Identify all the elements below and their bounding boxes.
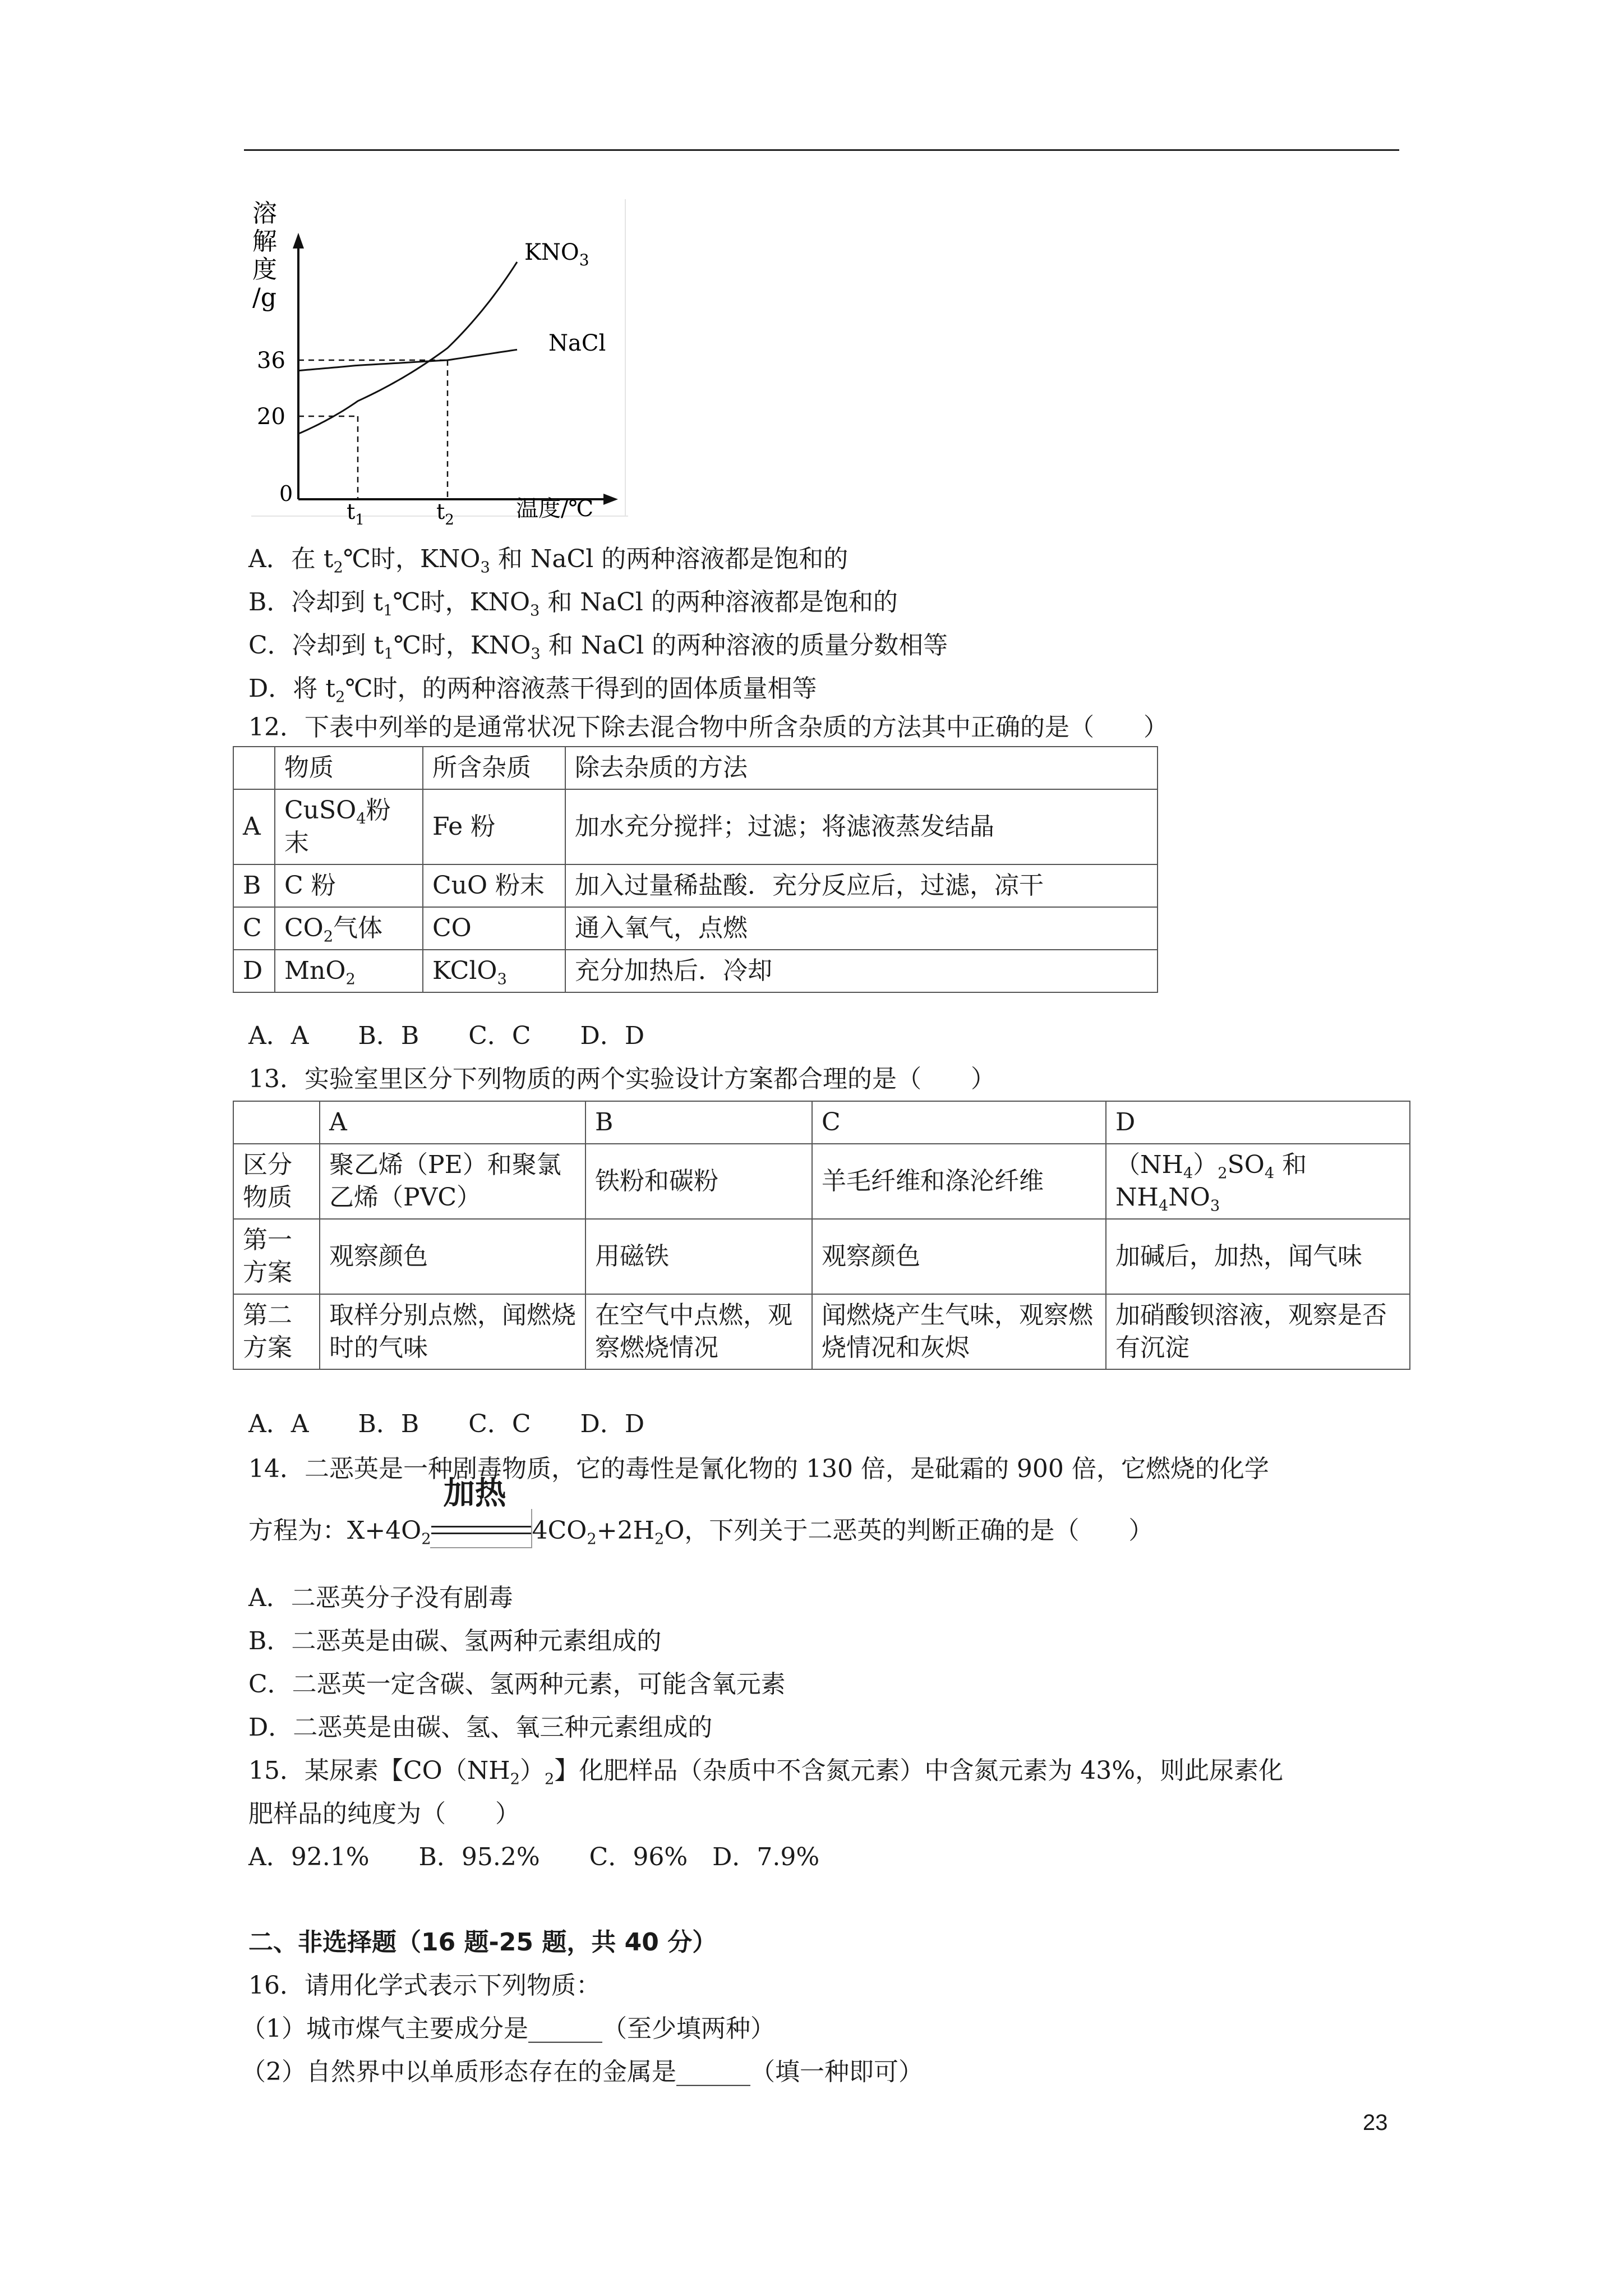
table-row	[233, 747, 1158, 789]
subscript: 2	[544, 1770, 555, 1788]
reaction-condition: 加热	[443, 1475, 506, 1512]
subscript: 2	[587, 1530, 597, 1548]
table-cell: 第一方案	[233, 1219, 320, 1294]
subscript: 2	[421, 1530, 431, 1548]
cell-text: ）	[1193, 1151, 1218, 1179]
q12-stem: 12．下表中列举的是通常状况下除去混合物中所含杂质的方法其中正确的是（ ）	[248, 713, 1168, 742]
q11-option	[248, 586, 898, 619]
q14-option-a: A．二恶英分子没有剧毒	[248, 1584, 513, 1612]
eq-text: O，下列关于二恶英的判断正确的是（ ）	[664, 1516, 1154, 1545]
table-cell	[1106, 1144, 1410, 1219]
q16-stem: 16．请用化学式表示下列物质：	[248, 1971, 601, 2000]
cell-text: 和	[1274, 1151, 1307, 1179]
option-text: ℃时，KNO	[343, 545, 481, 573]
eq-text: 4CO	[532, 1516, 587, 1545]
table-cell: 羊毛纤维和涤沦纤维	[812, 1144, 1106, 1219]
eq-arrow	[431, 1475, 532, 1547]
table-cell: CO	[423, 907, 565, 950]
table-cell: 物质	[275, 747, 423, 789]
q15-line2: 肥样品的纯度为（ ）	[248, 1800, 520, 1828]
section-title: 二、非选择题（16 题-25 题，共 40 分）	[248, 1928, 717, 1957]
cell-text: MnO	[284, 956, 346, 985]
series-label-subscript: 3	[579, 251, 589, 269]
q14-equation	[248, 1475, 1154, 1548]
table-cell: 第二方案	[233, 1294, 320, 1369]
q16-part2: （2）自然界中以单质形态存在的金属是______（填一种即可）	[241, 2058, 923, 2086]
q11-option	[248, 629, 948, 662]
cell-text: 粉末	[284, 796, 391, 857]
q14-option-b: B．二恶英是由碳、氢两种元素组成的	[248, 1627, 662, 1655]
table-cell: 加入过量稀盐酸．充分反应后，过滤，凉干	[565, 864, 1158, 907]
subscript: 2	[345, 970, 356, 988]
series-label-nacl: NaCl	[548, 330, 606, 356]
table-row	[233, 950, 1158, 992]
subscript: 3	[530, 602, 540, 620]
table-cell: 取样分别点燃，闻燃烧时的气味	[320, 1294, 585, 1369]
q15-text: ）	[519, 1756, 545, 1785]
option-text: C．冷却到 t	[248, 631, 384, 660]
cell-text: NO	[1168, 1183, 1210, 1212]
q11-option	[248, 673, 817, 705]
table-cell: 在空气中点燃，观察燃烧情况	[585, 1294, 812, 1369]
q14-option-d: D．二恶英是由碳、氢、氧三种元素组成的	[248, 1713, 713, 1742]
table-cell: B	[233, 864, 275, 907]
q15-stem	[248, 1755, 1283, 1787]
table-row	[233, 1294, 1410, 1369]
table-cell: C 粉	[275, 864, 423, 907]
table-cell	[275, 789, 423, 864]
y-tick-20: 20	[257, 404, 285, 430]
subscript: 2	[323, 928, 334, 946]
table-cell: Fe 粉	[423, 789, 565, 864]
table-cell: A	[320, 1101, 585, 1144]
table-cell: B	[585, 1101, 812, 1144]
q16-part1: （1）城市煤气主要成分是______（至少填两种）	[241, 2014, 775, 2043]
table-cell: 用磁铁	[585, 1219, 812, 1294]
table-cell: C	[812, 1101, 1106, 1144]
x-tick-subscript: 1	[355, 512, 365, 524]
q13-answers: A．A B．B C．C D．D	[248, 1410, 645, 1438]
subscript: 3	[531, 645, 541, 663]
x-tick-t2	[436, 499, 454, 524]
cell-text: 气体	[333, 914, 383, 942]
table-cell: 所含杂质	[423, 747, 565, 789]
q15-text: 】化肥样品（杂质中不含氮元素）中含氮元素为 43%，则此尿素化	[554, 1756, 1284, 1785]
option-text: ℃时，KNO	[393, 588, 531, 616]
table-row	[233, 789, 1158, 864]
table-cell: 加硝酸钡溶液，观察是否有沉淀	[1106, 1294, 1410, 1369]
subscript: 4	[1158, 1197, 1169, 1215]
x-tick-t1	[347, 499, 365, 524]
subscript: 3	[480, 559, 490, 577]
cell-text: KClO	[432, 956, 497, 985]
subscript: 1	[383, 602, 393, 620]
kno3-curve	[298, 262, 517, 434]
q13-table	[233, 1101, 1410, 1370]
table-cell: 闻燃烧产生气味，观察燃烧情况和灰烬	[812, 1294, 1106, 1369]
subscript: 3	[497, 970, 507, 988]
q15-options: A．92.1% B．95.2% C．96% D．7.9%	[248, 1843, 820, 1871]
q11-option	[248, 543, 848, 576]
table-cell: 加水充分搅拌；过滤；将滤液蒸发结晶	[565, 789, 1158, 864]
option-text: 和 NaCl 的两种溶液都是饱和的	[490, 545, 849, 573]
cell-text: （NH	[1115, 1151, 1183, 1179]
option-text: D．将 t	[248, 674, 335, 703]
solubility-chart	[241, 194, 634, 524]
series-label-kno3	[524, 240, 589, 269]
table-cell	[423, 950, 565, 992]
table-cell: 通入氧气，点燃	[565, 907, 1158, 950]
subscript: 2	[333, 559, 343, 577]
table-cell: 观察颜色	[320, 1219, 585, 1294]
y-axis-label-4: /g	[252, 283, 276, 312]
table-cell: 除去杂质的方法	[565, 747, 1158, 789]
table-row	[233, 1144, 1410, 1219]
subscript: 1	[384, 645, 394, 663]
q12-table	[233, 746, 1158, 993]
table-row	[233, 907, 1158, 950]
y-axis-label-1: 溶	[252, 199, 277, 228]
subscript: 2	[1218, 1165, 1228, 1182]
q12-answers: A．A B．B C．C D．D	[248, 1022, 645, 1050]
table-cell: 观察颜色	[812, 1219, 1106, 1294]
table-row	[233, 1101, 1410, 1144]
table-cell: 充分加热后．冷却	[565, 950, 1158, 992]
x-axis-label: 温度/℃	[516, 496, 594, 522]
table-cell: C	[233, 907, 275, 950]
table-row	[233, 1219, 1410, 1294]
cell-text: NH	[1115, 1183, 1159, 1212]
table-cell: 聚乙烯（PE）和聚氯乙烯（PVC）	[320, 1144, 585, 1219]
origin-label: 0	[279, 481, 293, 506]
table-cell	[275, 907, 423, 950]
header-rule	[244, 149, 1399, 151]
y-axis-label-3: 度	[252, 255, 277, 284]
table-row	[233, 864, 1158, 907]
subscript: 4	[1183, 1165, 1193, 1182]
option-text: ℃时，KNO	[393, 631, 531, 660]
subscript: 2	[335, 688, 345, 706]
table-cell: D	[233, 950, 275, 992]
eq-text: +2H	[596, 1516, 654, 1545]
table-cell	[233, 1101, 320, 1144]
y-axis-arrow	[293, 233, 304, 249]
cell-text: CO	[284, 914, 324, 942]
q14-line1: 14．二恶英是一种剧毒物质，它的毒性是氰化物的 130 倍，是砒霜的 900 倍，它燃烧的化学	[248, 1455, 1269, 1483]
q15-text: 15．某尿素【CO（NH	[248, 1756, 510, 1785]
table-cell	[275, 950, 423, 992]
cell-text: SO	[1227, 1151, 1265, 1179]
table-cell	[233, 747, 275, 789]
subscript: 2	[510, 1770, 520, 1788]
table-cell: 加碱后，加热，闻气味	[1106, 1219, 1410, 1294]
subscript: 3	[1210, 1197, 1220, 1215]
y-axis-label-2: 解	[252, 227, 277, 256]
option-text: A．在 t	[248, 545, 334, 573]
option-text: 和 NaCl 的两种溶液的质量分数相等	[540, 631, 948, 660]
table-cell: CuO 粉末	[423, 864, 565, 907]
option-text: 和 NaCl 的两种溶液都是饱和的	[540, 588, 898, 616]
q13-stem: 13．实验室里区分下列物质的两个实验设计方案都合理的是（ ）	[248, 1065, 995, 1093]
table-cell: 铁粉和碳粉	[585, 1144, 812, 1219]
x-tick-subscript: 2	[445, 512, 454, 524]
series-label-text: KNO	[524, 240, 579, 265]
page-number: 23	[1363, 2110, 1388, 2135]
q14-option-c: C．二恶英一定含碳、氢两种元素，可能含氧元素	[248, 1670, 786, 1699]
table-cell: A	[233, 789, 275, 864]
table-cell: D	[1106, 1101, 1410, 1144]
eq-text: 方程为：X+4O	[248, 1516, 422, 1545]
subscript: 4	[1264, 1165, 1275, 1182]
table-cell: 区分物质	[233, 1144, 320, 1219]
option-text: ℃时，的两种溶液蒸干得到的固体质量相等	[345, 674, 817, 703]
subscript: 4	[356, 810, 366, 828]
option-text: B．冷却到 t	[248, 588, 384, 616]
subscript: 2	[654, 1530, 665, 1548]
x-axis-arrow	[603, 494, 618, 505]
equals-line-frame	[430, 1509, 532, 1548]
x-tick-letter: t	[436, 499, 445, 524]
y-tick-36: 36	[257, 348, 285, 374]
cell-text: CuSO	[284, 796, 357, 825]
x-tick-letter: t	[347, 499, 356, 524]
